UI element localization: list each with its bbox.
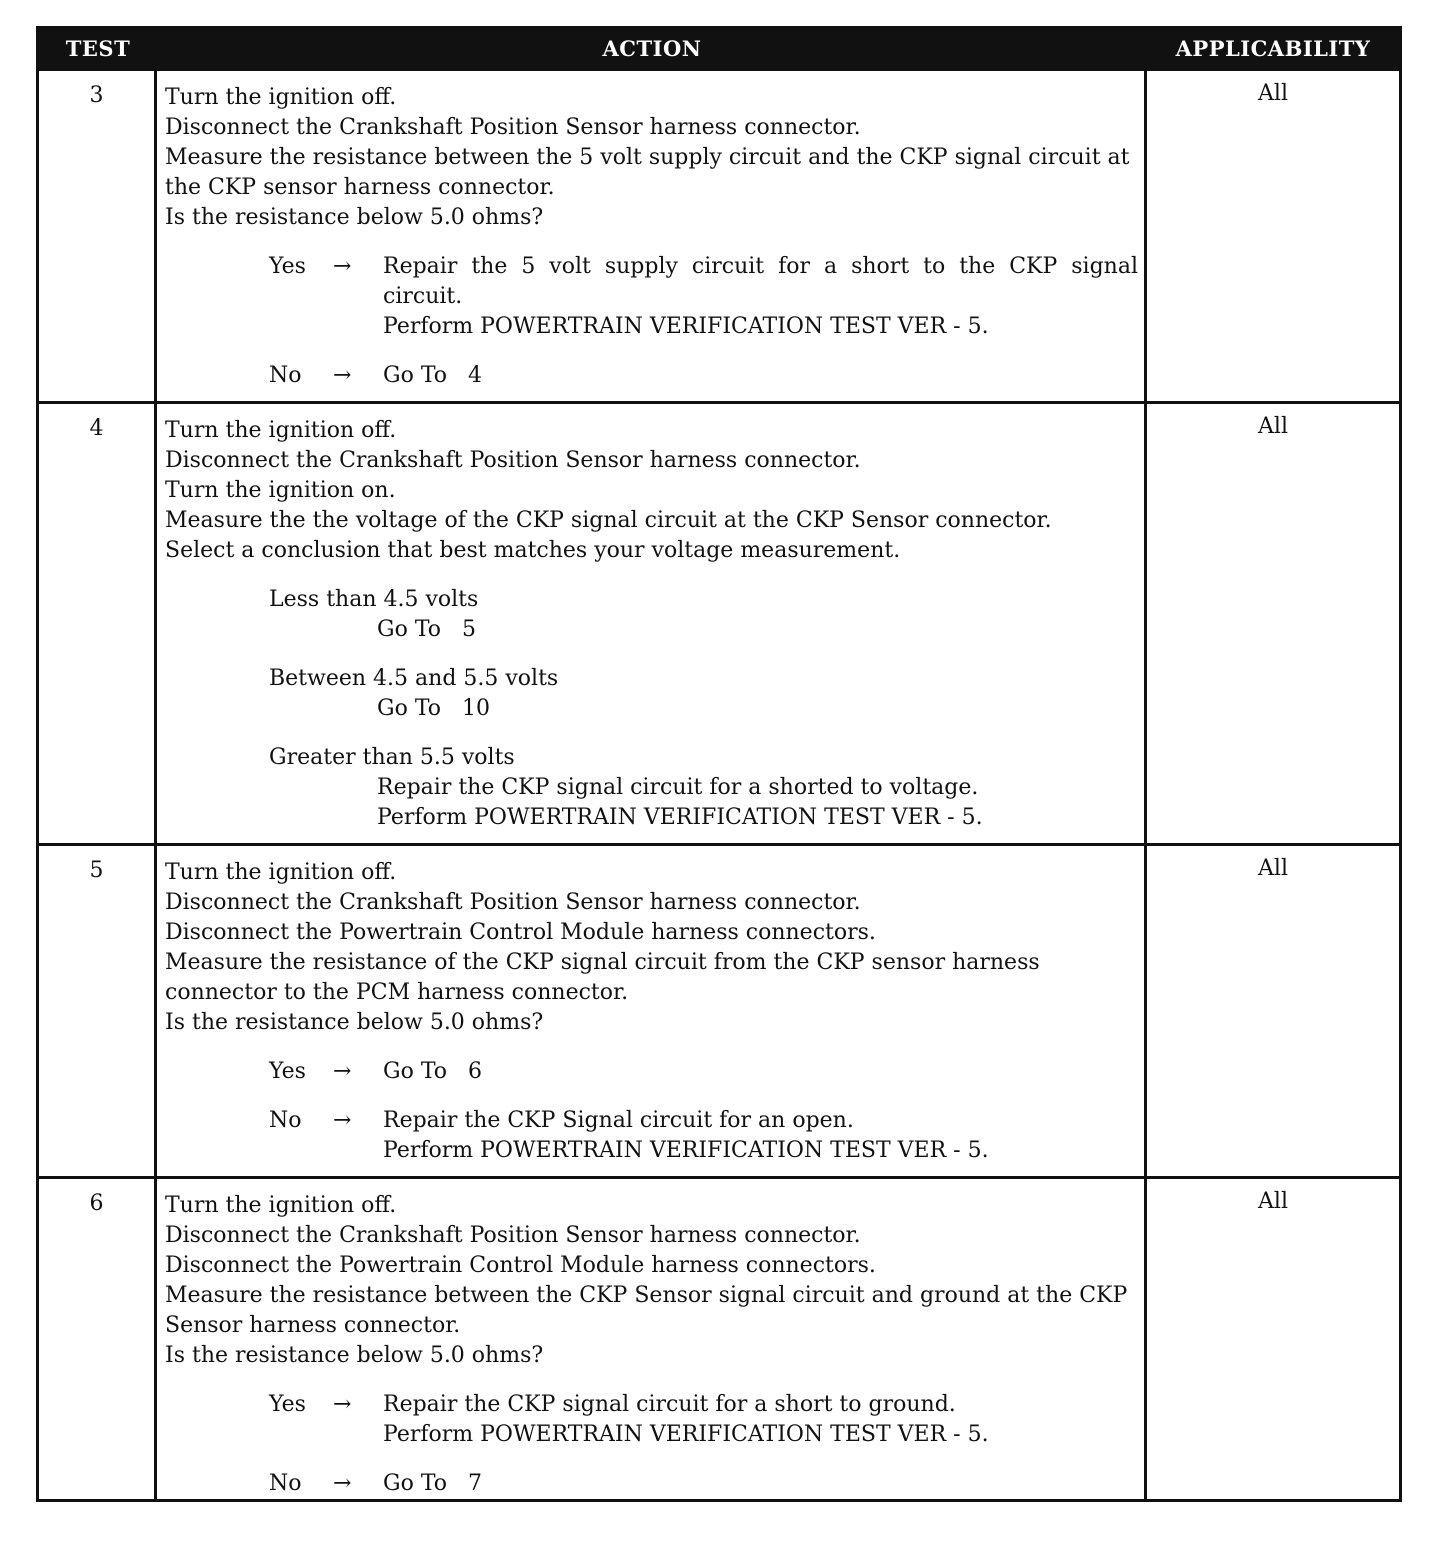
action-cell xyxy=(157,404,1147,843)
header-test: TEST xyxy=(65,35,131,61)
step: Is the resistance below 5.0 ohms? xyxy=(165,1010,544,1036)
table-row xyxy=(39,68,1399,402)
step: Select a conclusion that best matches your voltage measurement. xyxy=(165,538,901,564)
table-row xyxy=(39,843,1399,1176)
no-result: Go To 4 xyxy=(383,362,482,388)
test-number: 3 xyxy=(39,71,157,402)
test-number: 6 xyxy=(39,1179,157,1499)
yes-result: Perform POWERTRAIN VERIFICATION TEST VER - 5. xyxy=(383,1422,989,1447)
step: Measure the resistance of the CKP signal circuit from the CKP sensor harness connector to the PCM harness connector. xyxy=(165,950,1040,1006)
yes-option xyxy=(269,1057,1138,1087)
table-row xyxy=(39,1176,1399,1499)
yes-result: Go To 6 xyxy=(383,1059,482,1085)
yes-result: Repair the 5 volt supply circuit for a short to the CKP signal circuit. xyxy=(383,253,1138,309)
test-number: 5 xyxy=(39,846,157,1176)
condition xyxy=(269,664,1138,724)
header-applicability: APPLICABILITY xyxy=(1175,35,1371,61)
step: Disconnect the Powertrain Control Module harness connectors. xyxy=(165,1253,876,1278)
condition xyxy=(269,585,1138,645)
step: Disconnect the Crankshaft Position Sensor harness connector. xyxy=(165,1223,861,1248)
yes-result: Perform POWERTRAIN VERIFICATION TEST VER - 5. xyxy=(383,313,989,339)
condition xyxy=(269,743,1138,833)
applicability: All xyxy=(1258,1189,1288,1214)
step: Disconnect the Crankshaft Position Sensor harness connector. xyxy=(165,448,861,474)
step: Measure the resistance between the CKP Sensor signal circuit and ground at the CKP Sensor harness connector. xyxy=(165,1283,1128,1338)
condition-label: Between 4.5 and 5.5 volts xyxy=(269,666,559,692)
no-option xyxy=(269,1469,1138,1499)
table-header xyxy=(39,29,1399,68)
step: Disconnect the Crankshaft Position Sensor harness connector. xyxy=(165,114,861,140)
step: Is the resistance below 5.0 ohms? xyxy=(165,1343,544,1368)
no-option xyxy=(269,1106,1138,1166)
step: Turn the ignition off. xyxy=(165,860,397,886)
applicability: All xyxy=(1258,414,1288,440)
no-result: Go To 7 xyxy=(383,1471,482,1496)
action-cell xyxy=(157,846,1147,1176)
yes-option xyxy=(269,252,1138,342)
step: Measure the the voltage of the CKP signal circuit at the CKP Sensor connector. xyxy=(165,508,1052,534)
condition-result: Go To 5 xyxy=(377,617,476,643)
diagnostic-table xyxy=(36,26,1402,1502)
yes-label: Yes xyxy=(269,1059,306,1085)
header-action: ACTION xyxy=(602,35,702,61)
arrow-icon: → xyxy=(333,1392,352,1417)
yes-label: Yes xyxy=(269,253,306,279)
arrow-icon: → xyxy=(333,1108,352,1134)
arrow-icon: → xyxy=(333,1471,352,1496)
applicability: All xyxy=(1258,80,1288,106)
condition-label: Greater than 5.5 volts xyxy=(269,745,515,771)
no-result: Repair the CKP Signal circuit for an open. xyxy=(383,1108,854,1134)
condition-result: Repair the CKP signal circuit for a shorted to voltage. xyxy=(377,775,979,801)
step: Measure the resistance between the 5 volt supply circuit and the CKP signal circuit at the CKP sensor harness connector. xyxy=(165,144,1130,200)
applicability: All xyxy=(1258,856,1288,882)
step: Disconnect the Powertrain Control Module harness connectors. xyxy=(165,920,876,946)
no-option xyxy=(269,361,1138,391)
action-cell xyxy=(157,71,1147,402)
condition-result: Go To 10 xyxy=(377,696,490,722)
yes-option xyxy=(269,1390,1138,1450)
step: Is the resistance below 5.0 ohms? xyxy=(165,204,544,230)
table-row xyxy=(39,401,1399,843)
no-result: Perform POWERTRAIN VERIFICATION TEST VER - 5. xyxy=(383,1138,989,1164)
step: Turn the ignition off. xyxy=(165,418,397,444)
step: Disconnect the Crankshaft Position Sensor harness connector. xyxy=(165,890,861,916)
no-label: No xyxy=(269,1108,302,1134)
yes-label: Yes xyxy=(269,1392,306,1417)
condition-label: Less than 4.5 volts xyxy=(269,587,479,613)
no-label: No xyxy=(269,1471,302,1496)
arrow-icon: → xyxy=(333,253,352,279)
step: Turn the ignition off. xyxy=(165,84,397,110)
step: Turn the ignition on. xyxy=(165,478,396,504)
condition-result: Perform POWERTRAIN VERIFICATION TEST VER - 5. xyxy=(377,805,983,831)
arrow-icon: → xyxy=(333,362,352,388)
test-number: 4 xyxy=(39,404,157,843)
no-label: No xyxy=(269,362,302,388)
action-cell xyxy=(157,1179,1147,1499)
arrow-icon: → xyxy=(333,1059,352,1085)
step: Turn the ignition off. xyxy=(165,1193,397,1218)
yes-result: Repair the CKP signal circuit for a short to ground. xyxy=(383,1392,956,1417)
